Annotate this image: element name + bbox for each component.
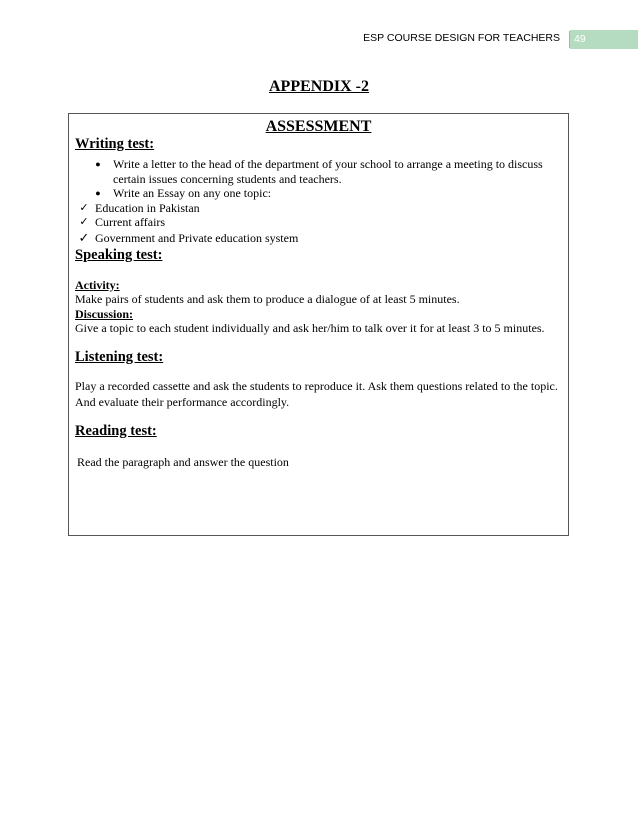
topic-list [75,201,563,247]
list-item [75,201,563,216]
writing-task-text: Write a letter to the head of the department of your school to arrange a meeting to discuss certain issues concerning students and teachers. [113,157,543,186]
discussion-text: Give a topic to each student individually and ask her/him to talk over it for at least 3 to 5 minutes. [75,321,545,335]
assessment-title: ASSESSMENT [265,118,372,135]
listening-text: Play a recorded cassette and ask the students to reproduce it. Ask them questions related to the topic. And evaluate their performance accordingly. [75,378,558,409]
page-number: 49 [570,30,638,49]
topic-text: Current affairs [95,215,166,229]
discussion-label: Discussion: [75,306,134,321]
writing-heading: Writing test: [75,136,155,152]
topic-text: Education in Pakistan [95,200,200,215]
appendix-title: APPENDIX -2 [269,78,369,95]
reading-text: Read the paragraph and answer the question [77,454,289,469]
activity-label: Activity: [75,277,120,292]
reading-heading: Reading test: [75,422,157,439]
list-item [75,157,563,186]
list-item [75,215,563,230]
checkmark-icon: ✓ [79,215,89,228]
bullet-icon: ● [95,159,101,169]
assessment-box [68,113,569,536]
writing-task-text: Write an Essay on any one topic: [113,186,272,200]
checkmark-icon: ✓ [78,230,90,246]
speaking-heading: Speaking test: [75,246,163,263]
header-title: ESP COURSE DESIGN FOR TEACHERS [363,32,560,44]
topic-text: Government and Private education system [95,230,299,245]
bullet-icon: ● [95,188,101,198]
assessment-content [75,134,563,469]
checkmark-icon: ✓ [79,200,89,214]
listening-heading: Listening test: [75,348,164,365]
list-item [75,186,563,201]
page-header [0,30,638,50]
list-item [75,230,563,247]
writing-task-list [75,157,563,201]
activity-text: Make pairs of students and ask them to produce a dialogue of at least 5 minutes. [75,292,460,306]
